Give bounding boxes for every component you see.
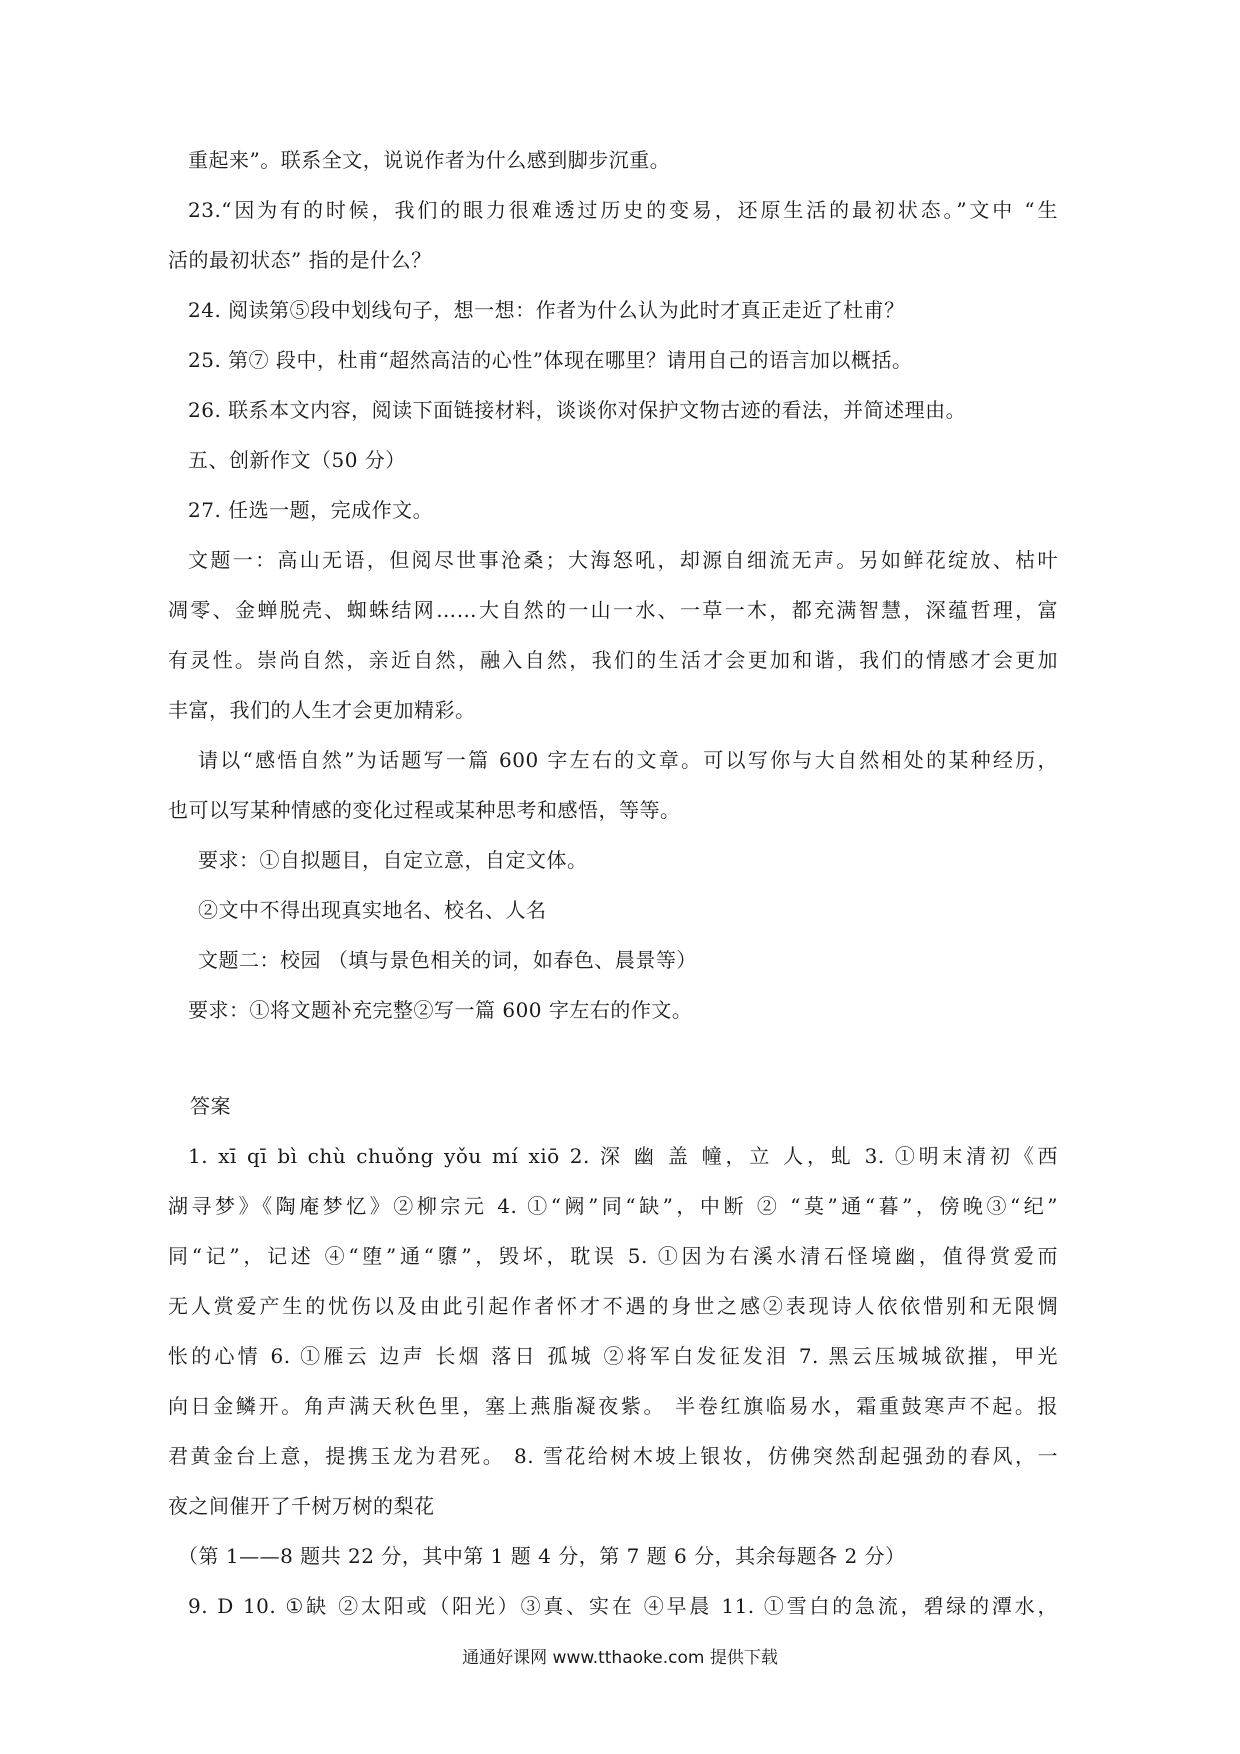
topic-2: 文题二：校园 （填与景色相关的词，如春色、晨景等）: [198, 948, 697, 972]
question-25: 25. 第⑦ 段中，杜甫“超然高洁的心性”体现在哪里？请用自己的语言加以概括。: [188, 348, 913, 372]
answer-line-6: 向日金鳞开。角声满天秋色里，塞上燕脂凝夜紫。 半卷红旗临易水，霜重鼓寒声不起。报: [168, 1394, 1058, 1418]
topic-1-line-2: 凋零、金蝉脱壳、蜘蛛结网……大自然的一山一水、一草一木，都充满智慧，深蕴哲理，富: [168, 598, 1058, 622]
question-26: 26. 联系本文内容，阅读下面链接材料，谈谈你对保护文物古迹的看法，并简述理由。: [188, 398, 967, 422]
topic-1-prompt-line-2: 也可以写某种情感的变化过程或某种思考和感悟，等等。: [168, 798, 681, 822]
score-note: （第 1——8 题共 22 分，其中第 1 题 4 分，第 7 题 6 分，其余每题各 2 分）: [178, 1544, 906, 1568]
topic-1-line-1: 文题一：高山无语，但阅尽世事沧桑；大海怒吼，却源自细流无声。另如鲜花绽放、枯叶: [188, 548, 1058, 572]
topic-1-line-4: 丰富，我们的人生才会更加精彩。: [168, 698, 476, 722]
requirement-1: 要求：①自拟题目，自定立意，自定文体。: [198, 848, 588, 872]
answer-line-3: 同“记”，记述 ④“堕”通“隳”，毁坏，耽误 5. ①因为右溪水清石怪境幽，值得赏爱而: [168, 1244, 1058, 1268]
answer-line-9: 9. D 10. ①缺 ②太阳或（阳光）③真、实在 ④早晨 11. ①雪白的急流，碧绿的潭水，: [188, 1594, 1058, 1618]
answer-line-2: 湖寻梦》《陶庵梦忆》②柳宗元 4. ①“阙”同“缺”，中断 ② “莫”通“暮”，傍晚③“纪”: [168, 1194, 1058, 1218]
topic-2-requirement: 要求：①将文题补充完整②写一篇 600 字左右的作文。: [188, 998, 693, 1022]
answer-line-7: 君黄金台上意，提携玉龙为君死。 8. 雪花给树木坡上银妆，仿佛突然刮起强劲的春风，一: [168, 1444, 1058, 1468]
question-27: 27. 任选一题，完成作文。: [188, 498, 434, 522]
answer-line-1: 1. xī qī bì chù chuǒng yǒu mí xiō 2. 深 幽 盖 幢，立 人，虬 3. ①明末清初《西: [188, 1144, 1058, 1168]
answer-heading: 答案: [190, 1094, 231, 1118]
answer-line-4: 无人赏爱产生的忧伤以及由此引起作者怀才不遇的身世之感②表现诗人依依惜别和无限惆: [168, 1294, 1058, 1318]
page-footer: 通通好课网 www.tthaoke.com 提供下载: [462, 1648, 778, 1668]
topic-1-prompt-line-1: 请以“感悟自然”为话题写一篇 600 字左右的文章。可以写你与大自然相处的某种经历，: [198, 748, 1058, 772]
requirement-2: ②文中不得出现真实地名、校名、人名: [198, 898, 547, 922]
answer-line-5: 怅的心情 6. ①雁云 边声 长烟 落日 孤城 ②将军白发征发泪 7. 黑云压城城欲摧，甲光: [168, 1344, 1058, 1368]
question-24: 24. 阅读第⑤段中划线句子，想一想：作者为什么认为此时才真正走近了杜甫？: [188, 298, 905, 322]
topic-1-line-3: 有灵性。崇尚自然，亲近自然，融入自然，我们的生活才会更加和谐，我们的情感才会更加: [168, 648, 1058, 672]
answer-line-8: 夜之间催开了千树万树的梨花: [168, 1494, 435, 1518]
text-line: 重起来”。联系全文，说说作者为什么感到脚步沉重。: [188, 148, 671, 172]
question-23-line-1: 23.“因为有的时候，我们的眼力很难透过历史的变易，还原生活的最初状态。”文中 “生: [188, 198, 1058, 222]
question-23-line-2: 活的最初状态” 指的是什么？: [168, 248, 432, 272]
section-heading-composition: 五、创新作文（50 分）: [188, 448, 406, 472]
